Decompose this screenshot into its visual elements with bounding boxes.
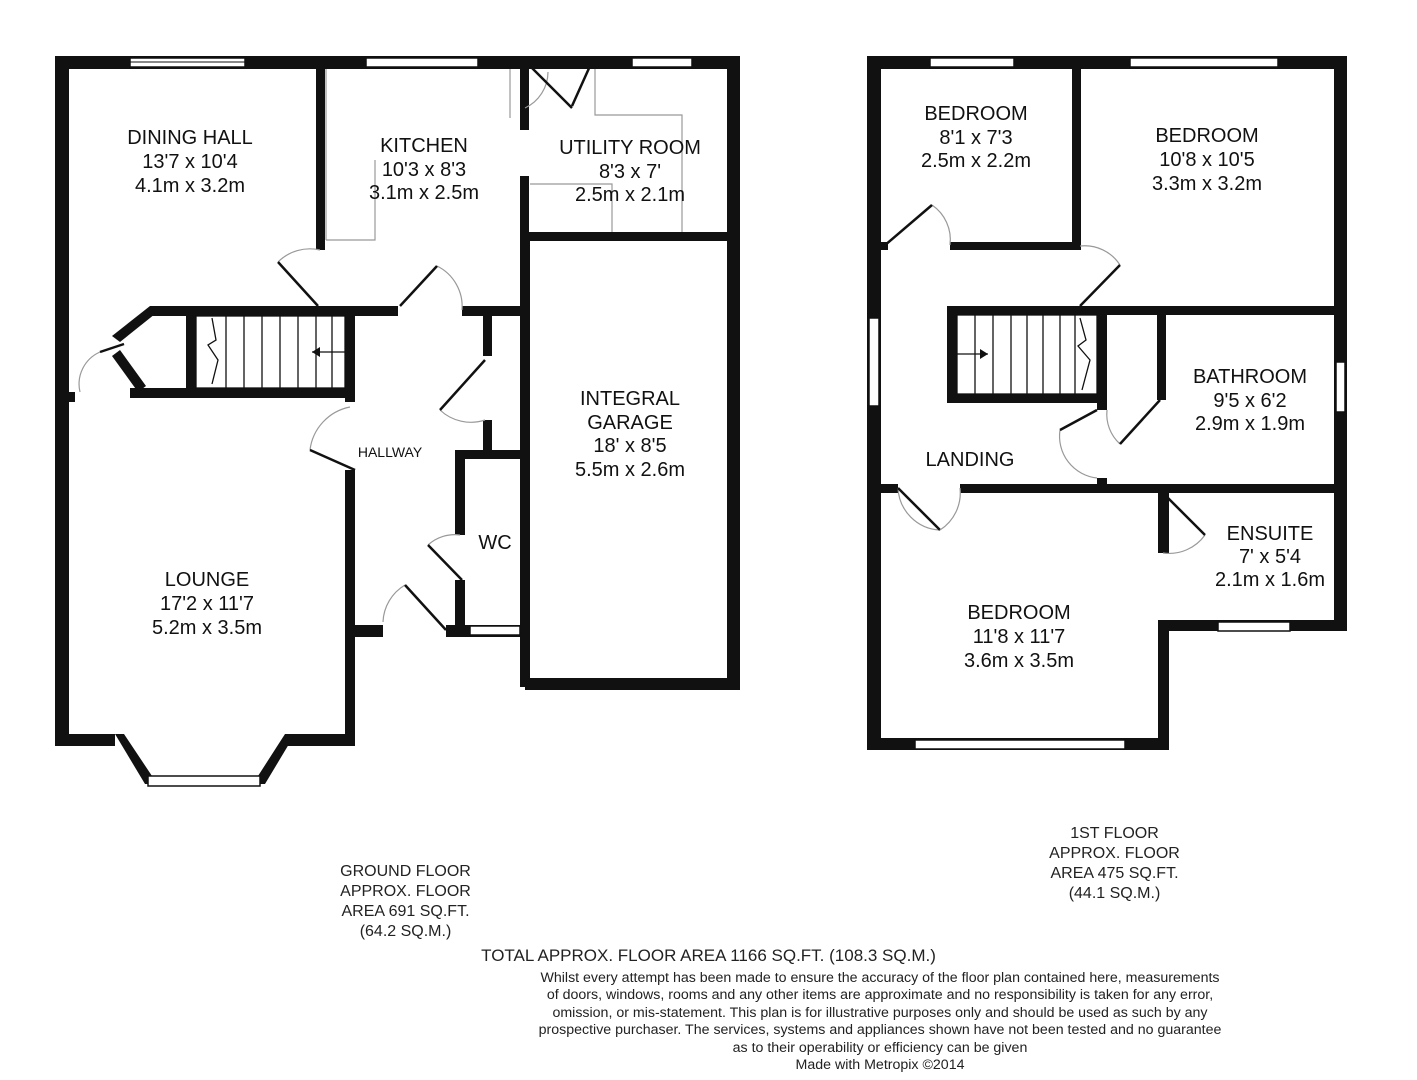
window [1130, 58, 1278, 67]
caption-line: APPROX. FLOOR [1049, 845, 1180, 862]
room-bedroom-main [964, 602, 1074, 672]
room-dimensions-metric: 5.5m x 2.6m [574, 459, 686, 481]
room-dimensions-metric: 3.1m x 2.5m [368, 182, 480, 204]
caption-line: (44.1 SQ.M.) [1068, 885, 1161, 902]
room-dimensions-imperial: 13'7 x 10'4 [142, 151, 238, 173]
wall [1158, 620, 1169, 750]
ground-floor-caption [318, 862, 493, 942]
room-dimensions-metric: 2.9m x 1.9m [1194, 413, 1306, 435]
room-bedroom-right [1152, 125, 1262, 195]
credit: Made with Metropix ©2014 [795, 1057, 965, 1074]
door [440, 360, 485, 422]
window [366, 58, 478, 67]
caption-line: AREA 691 SQ.FT. [341, 903, 470, 920]
room-name: GARAGE [587, 412, 673, 434]
room-dimensions-metric: 2.5m x 2.1m [574, 184, 686, 206]
room-name: INTEGRAL [579, 388, 681, 410]
wall [520, 232, 733, 241]
caption-line: APPROX. FLOOR [340, 883, 471, 900]
wall [112, 306, 155, 342]
wall [112, 350, 146, 392]
caption-line: AREA 475 SQ.FT. [1050, 865, 1179, 882]
disclaimer-line: omission, or mis-statement. This plan is for illustrative purposes only and should be used as such by any [552, 1004, 1208, 1021]
wall [520, 232, 530, 687]
door [898, 488, 960, 530]
total-floor-area: TOTAL APPROX. FLOOR AREA 1166 SQ.FT. (108.3 SQ.M.) [481, 946, 936, 965]
wall [345, 470, 355, 625]
wall [285, 734, 355, 746]
wall [960, 484, 1340, 493]
wall [1072, 66, 1081, 250]
room-dimensions-metric: 2.5m x 2.2m [920, 150, 1032, 172]
room-dimensions-metric: 2.1m x 1.6m [1214, 569, 1326, 591]
wall [55, 734, 115, 746]
room-ensuite [1215, 523, 1325, 591]
room-wc: WC [478, 532, 512, 554]
wall [947, 394, 1107, 403]
door [1080, 246, 1120, 306]
wall [345, 625, 355, 746]
room-dimensions-imperial: 7' x 5'4 [1238, 546, 1302, 568]
wall [186, 306, 196, 396]
room-bathroom [1193, 366, 1307, 435]
window [869, 318, 879, 406]
wall [878, 484, 898, 493]
wall [462, 306, 525, 316]
disclaimer-line: of doors, windows, rooms and any other items are approximate and no responsibility is taken for any error, [546, 987, 1214, 1004]
window [1336, 362, 1345, 412]
wall [525, 678, 740, 690]
wall [1080, 306, 1340, 315]
room-dimensions-imperial: 10'8 x 10'5 [1159, 149, 1255, 171]
room-kitchen [369, 135, 479, 204]
room-dimensions-metric: 4.1m x 3.2m [134, 175, 246, 197]
window [632, 58, 692, 67]
room-name: DINING HALL [127, 127, 253, 149]
wall [950, 242, 1081, 250]
wall [55, 392, 75, 402]
room-name: BEDROOM [967, 602, 1071, 624]
first-floor-caption [1027, 824, 1202, 904]
room-name: UTILITY ROOM [559, 137, 701, 159]
room-name: BATHROOM [1192, 366, 1308, 388]
room-name: BEDROOM [1155, 125, 1259, 147]
door [278, 249, 320, 306]
wall [455, 580, 465, 635]
room-dimensions-imperial: 8'3 x 7' [598, 161, 662, 183]
door [79, 344, 124, 392]
room-dimensions-imperial: 11'8 x 11'7 [972, 626, 1066, 648]
room-dimensions-imperial: 18' x 8'5 [593, 435, 667, 457]
wall [483, 316, 492, 356]
wall [1158, 493, 1169, 553]
room-bedroom-small [921, 103, 1031, 172]
room-name: ENSUITE [1226, 523, 1314, 545]
room-name: BEDROOM [924, 103, 1028, 125]
wall [130, 388, 355, 398]
room-lounge [152, 569, 262, 639]
disclaimer [490, 970, 1270, 1074]
room-dimensions-imperial: 17'2 x 11'7 [159, 593, 255, 615]
room-landing: LANDING [925, 449, 1015, 471]
window [930, 58, 1014, 67]
disclaimer-line: prospective purchaser. The services, systems and appliances shown have not been tested and no guarantee [538, 1022, 1222, 1039]
room-dining-hall [127, 127, 253, 197]
door [884, 205, 950, 246]
room-garage [575, 388, 685, 481]
wall [947, 306, 957, 396]
caption-line: GROUND FLOOR [340, 863, 471, 880]
wall [1334, 56, 1347, 631]
disclaimer-line: as to their operability or efficiency can be given [732, 1039, 1028, 1056]
caption-line: (64.2 SQ.M.) [359, 923, 452, 940]
room-dimensions-imperial: 9'5 x 6'2 [1213, 390, 1287, 412]
room-dimensions-imperial: 10'3 x 8'3 [381, 159, 467, 181]
wall [345, 306, 355, 402]
door [525, 66, 590, 108]
door [1060, 400, 1160, 478]
room-name: KITCHEN [380, 135, 468, 157]
window [1218, 622, 1290, 631]
door [310, 407, 355, 470]
room-hallway: HALLWAY [357, 444, 423, 460]
wall [520, 66, 529, 130]
staircase [196, 316, 345, 388]
room-name: LOUNGE [164, 569, 250, 591]
window [915, 740, 1125, 749]
door [1163, 493, 1205, 553]
wall [316, 66, 325, 250]
caption-line: 1ST FLOOR [1070, 825, 1159, 842]
window [148, 776, 260, 786]
door [400, 266, 462, 310]
room-dimensions-metric: 3.3m x 3.2m [1151, 173, 1263, 195]
room-dimensions-metric: 3.6m x 3.5m [963, 650, 1075, 672]
room-dimensions-metric: 5.2m x 3.5m [151, 617, 263, 639]
wall [947, 306, 1107, 315]
wall [455, 450, 525, 459]
staircase [957, 315, 1097, 394]
wall [345, 625, 383, 637]
wall [1157, 310, 1166, 400]
door [428, 535, 462, 580]
disclaimer-line: Whilst every attempt has been made to ensure the accuracy of the floor plan contained here, measurements [540, 970, 1220, 986]
door [383, 585, 446, 630]
room-utility [559, 137, 701, 206]
window [470, 626, 520, 635]
wall [455, 450, 465, 535]
wall [727, 56, 740, 690]
room-dimensions-imperial: 8'1 x 7'3 [939, 127, 1013, 149]
